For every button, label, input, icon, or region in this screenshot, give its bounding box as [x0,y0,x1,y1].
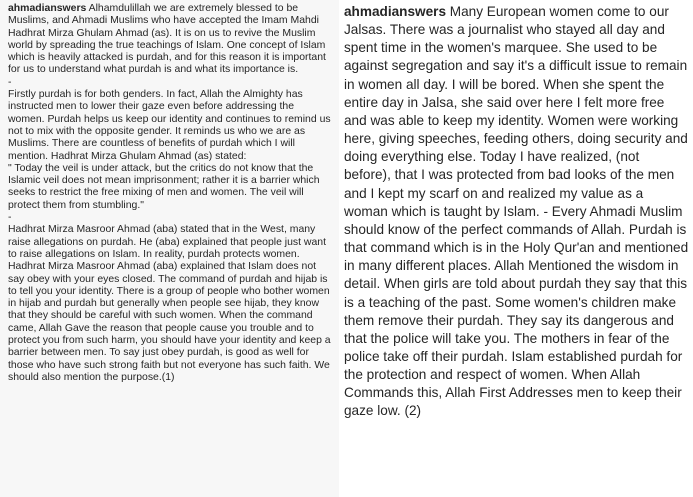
left-post-caption [0,0,339,384]
right-caption-panel [339,0,693,497]
right-post-username[interactable]: ahmadianswers [344,4,446,19]
left-post-username[interactable]: ahmadianswers [8,3,87,14]
right-post-text: Many European women come to our Jalsas. There was a journalist who stayed all day and spent time in the women's marquee. She used to be against segregation and say it's a difficult issue to remain in women all day. I will be bored. When she spent the entire day in Jalsa, she said over here I felt more free and was able to keep my identity. Women were working here, giving speeches, feeding others, doing security and doing everything else. Today I have realized, (not before), that I was protected from bad looks of the men and I kept my scarf on and realized my value as a woman which is taught by Islam. - Every Ahmadi Muslim should know of the perfect commands of Allah. Purdah is that command which is in the Holy Qur'an and mentioned in many different places. Allah Mentioned the wisdom in detail. When girls are told about purdah they say that this is a teaching of the past. Some women's children make them remove their purdah. They say its dangerous and that the police will take you. The mothers in fear of the police take off their purdah. Islam established purdah for the protection and respect of women. When Allah Commands this, Allah First Addresses men to keep their gaze low. (2) [344,4,692,419]
left-caption-panel [0,0,339,497]
right-post-caption [339,0,693,421]
left-post-text: Alhamdulillah we are extremely blessed to be Muslims, and Ahmadi Muslims who have accepted the Imam Mahdi Hadhrat Mirza Ghulam Ahmad (as). It is on us to revive the Muslim world by spreading the true teachings of Islam. One concept of Islam which is heavily attacked is purdah, and for this reason it is important for us to understand what purdah is and what its importance is. - Firstly purdah is for both genders. In fact, Allah the Almighty has instructed men to lower their gaze even before addressing the women. Purdah helps us keep our identity and continues to remind us not to mix with the opposite gender. It reminds us who we are as Muslims. There are countless of benefits of purdah which I will mention. Hadhrat Mirza Ghulam Ahmad (as) stated: " Today the veil is under attack, but the critics do not know that the Islamic veil does not mean imprisonment; rather it is a barrier which seeks to restrict the free mixing of men and women. The veil will protect them from stumbling." - Hadhrat Mirza Masroor Ahmad (aba) stated that in the West, many raise allegations on purdah. He (aba) explained that people just want to raise allegations on Islam. In reality, purdah protects women. Hadhrat Mirza Masroor Ahmad (aba) explained that Islam does not say obey with your eyes closed. The command of purdah and hijab is to tell you your identity. There is a group of people who bother women in hijab and purdah but generally when people see hijab, they know that they should be careful with such women. When the command came, Allah Gave the reason that people cause you trouble and to protect you from such harm, you should have your identity and keep a barrier between men. To say just obey purdah, is good as well for those who have such strong faith but not everyone has such faith. We should also mention the purpose.(1) [8,3,331,383]
